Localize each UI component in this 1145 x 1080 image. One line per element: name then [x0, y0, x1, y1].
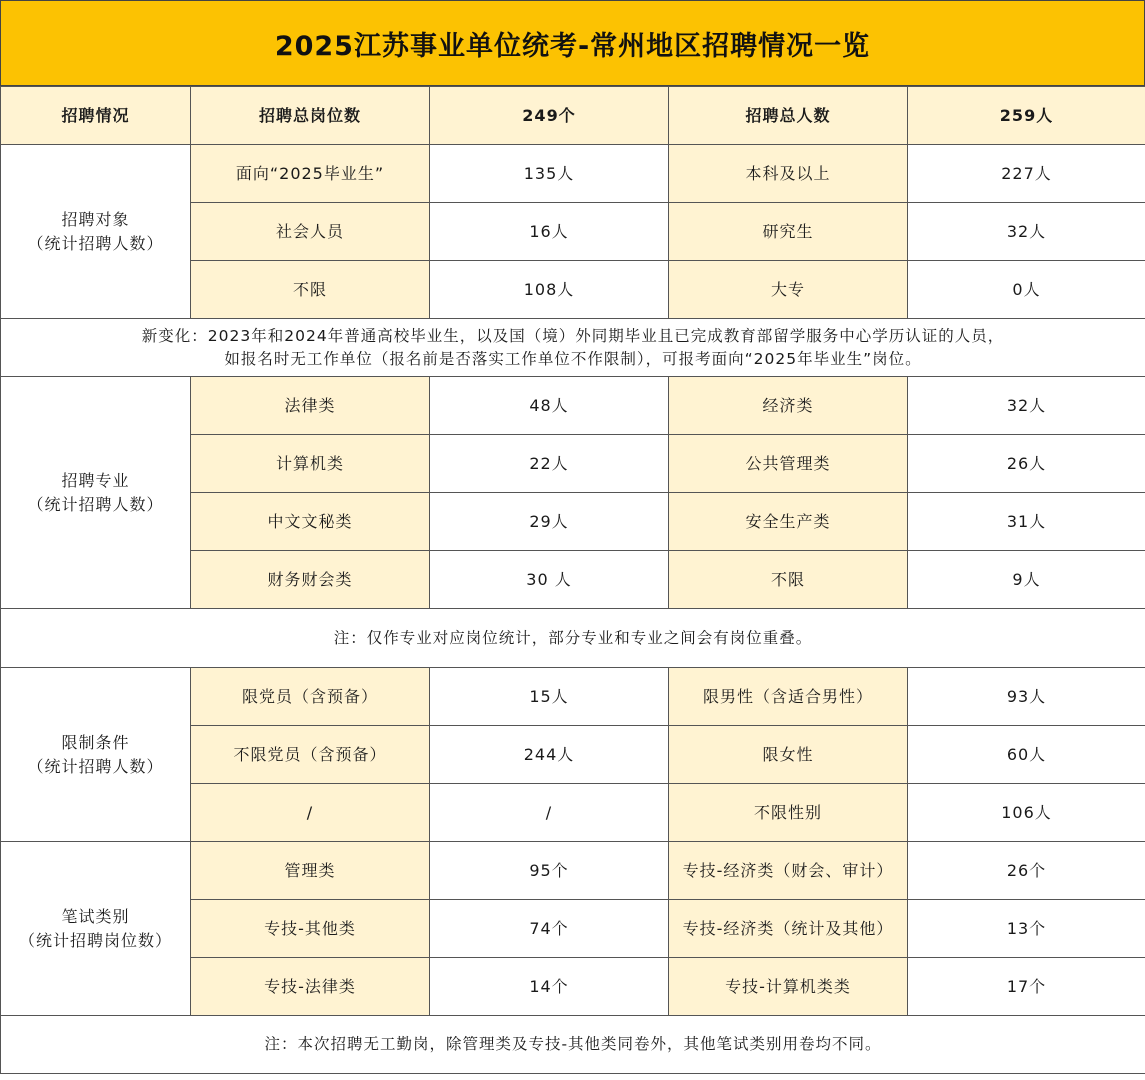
exam-label-line1: 笔试类别: [61, 907, 130, 927]
target-cell: 本科及以上: [669, 145, 908, 203]
restriction-value: /: [430, 784, 669, 842]
target-cell: 研究生: [669, 203, 908, 261]
target-label-line2: （统计招聘人数）: [27, 233, 164, 253]
major-value: 32人: [908, 377, 1145, 435]
major-cell: 计算机类: [191, 435, 430, 493]
exam-value: 17个: [908, 958, 1145, 1016]
target-section-label: [1, 145, 191, 319]
recruitment-table: [0, 86, 1145, 1074]
major-cell: 不限: [669, 551, 908, 609]
exam-note-row: [1, 1016, 1145, 1074]
target-value: 0人: [908, 261, 1145, 319]
target-cell: 大专: [669, 261, 908, 319]
restriction-row-1: [1, 668, 1145, 726]
exam-cell: 专技-其他类: [191, 900, 430, 958]
target-value: 108人: [430, 261, 669, 319]
target-value: 135人: [430, 145, 669, 203]
major-section-label: [1, 377, 191, 609]
exam-value: 95个: [430, 842, 669, 900]
restriction-cell: /: [191, 784, 430, 842]
total-people-label: 招聘总人数: [669, 87, 908, 145]
exam-value: 26个: [908, 842, 1145, 900]
change-note: [1, 319, 1145, 377]
change-note-line1: 新变化：2023年和2024年普通高校毕业生，以及国（境）外同期毕业且已完成教育部留学服务中心学历认证的人员，: [141, 327, 1005, 346]
restriction-cell: 不限性别: [669, 784, 908, 842]
target-value: 32人: [908, 203, 1145, 261]
change-note-line2: 如报名时无工作单位（报名前是否落实工作单位不作限制），可报考面向“2025年毕业生”岗位。: [224, 349, 922, 368]
major-cell: 中文文秘类: [191, 493, 430, 551]
restriction-value: 15人: [430, 668, 669, 726]
page-title: 2025江苏事业单位统考-常州地区招聘情况一览: [0, 0, 1145, 86]
restriction-value: 60人: [908, 726, 1145, 784]
restriction-value: 106人: [908, 784, 1145, 842]
major-value: 48人: [430, 377, 669, 435]
exam-label-line2: （统计招聘岗位数）: [18, 930, 172, 950]
major-cell: 财务财会类: [191, 551, 430, 609]
exam-note: 注：本次招聘无工勤岗，除管理类及专技-其他类同卷外，其他笔试类别用卷均不同。: [1, 1016, 1145, 1074]
restriction-value: 93人: [908, 668, 1145, 726]
restriction-section-label: [1, 668, 191, 842]
major-cell: 公共管理类: [669, 435, 908, 493]
exam-cell: 专技-计算机类类: [669, 958, 908, 1016]
major-value: 22人: [430, 435, 669, 493]
target-cell: 不限: [191, 261, 430, 319]
header-row: [1, 87, 1145, 145]
exam-value: 14个: [430, 958, 669, 1016]
restriction-label-line1: 限制条件: [61, 733, 130, 753]
major-note-row: [1, 609, 1145, 668]
total-positions-value: 249个: [430, 87, 669, 145]
target-cell: 社会人员: [191, 203, 430, 261]
header-label: 招聘情况: [1, 87, 191, 145]
restriction-cell: 不限党员（含预备）: [191, 726, 430, 784]
major-label-line2: （统计招聘人数）: [27, 494, 164, 514]
total-positions-label: 招聘总岗位数: [191, 87, 430, 145]
target-row-1: [1, 145, 1145, 203]
exam-row-1: [1, 842, 1145, 900]
major-value: 26人: [908, 435, 1145, 493]
target-value: 16人: [430, 203, 669, 261]
exam-cell: 专技-经济类（统计及其他）: [669, 900, 908, 958]
major-row-1: [1, 377, 1145, 435]
major-cell: 经济类: [669, 377, 908, 435]
exam-section-label: [1, 842, 191, 1016]
major-value: 9人: [908, 551, 1145, 609]
restriction-cell: 限男性（含适合男性）: [669, 668, 908, 726]
exam-cell: 管理类: [191, 842, 430, 900]
total-people-value: 259人: [908, 87, 1145, 145]
major-value: 29人: [430, 493, 669, 551]
target-label-line1: 招聘对象: [61, 210, 130, 230]
exam-value: 74个: [430, 900, 669, 958]
restriction-cell: 限党员（含预备）: [191, 668, 430, 726]
target-value: 227人: [908, 145, 1145, 203]
major-value: 30 人: [430, 551, 669, 609]
exam-cell: 专技-法律类: [191, 958, 430, 1016]
exam-cell: 专技-经济类（财会、审计）: [669, 842, 908, 900]
major-cell: 法律类: [191, 377, 430, 435]
major-cell: 安全生产类: [669, 493, 908, 551]
change-note-row: [1, 319, 1145, 377]
target-cell: 面向“2025毕业生”: [191, 145, 430, 203]
major-label-line1: 招聘专业: [61, 471, 130, 491]
major-note: 注：仅作专业对应岗位统计，部分专业和专业之间会有岗位重叠。: [1, 609, 1145, 668]
major-value: 31人: [908, 493, 1145, 551]
restriction-label-line2: （统计招聘人数）: [27, 756, 164, 776]
exam-value: 13个: [908, 900, 1145, 958]
restriction-value: 244人: [430, 726, 669, 784]
restriction-cell: 限女性: [669, 726, 908, 784]
